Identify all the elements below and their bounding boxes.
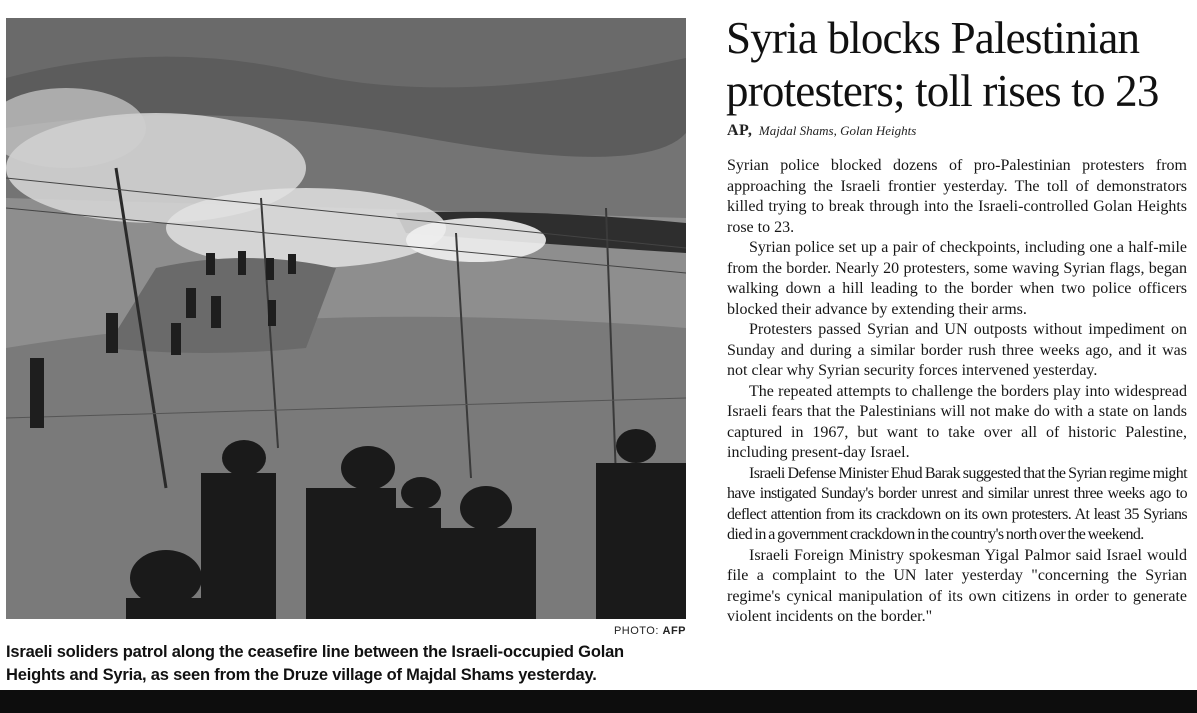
bottom-border (0, 690, 1197, 713)
article-paragraph: Protesters passed Syrian and UN outposts without impediment on Sunday and during a similar border rush three weeks ago, and it was not clear why Syrian security forces intervened yesterday. (727, 321, 1187, 379)
photo-credit-agency: AFP (662, 625, 686, 637)
byline-place: Majdal Shams, Golan Heights (758, 123, 917, 138)
article-paragraph: Israeli Foreign Ministry spokesman Yigal Palmor said Israel would file a complaint to the UN later yesterday "concerning the Syrian regime's cynical manipulation of its own citizens in order to generate violent incidents on the border." (727, 546, 1187, 625)
photo-illustration (6, 18, 686, 619)
photo-credit-label: PHOTO: (613, 625, 659, 637)
headline: Syria blocks Palestinian protesters; toll rises to 23 (726, 13, 1159, 116)
photo-caption: Israeli soliders patrol along the ceasefire line between the Israeli-occupied Golan Heights and Syria, as seen from the Druze village of Majdal Shams yesterday. (6, 643, 624, 684)
article-paragraph: Israeli Defense Minister Ehud Barak suggested that the Syrian regime might have instigated Sunday's border unrest and similar unrest three weeks ago to deflect attention from its crackdown on its own protesters. At least 35 Syrians died in a government crackdown in the country's north over the weekend. (727, 464, 1187, 543)
article-body (727, 156, 1187, 628)
byline-agency: AP, (727, 122, 753, 139)
article-paragraph: The repeated attempts to challenge the borders play into widespread Israeli fears that the Palestinians will not make do with a state on lands captured in 1967, but want to take over all of historic Palestine, including present-day Israel. (727, 382, 1187, 461)
photo-credit (500, 625, 686, 637)
article-paragraph: Syrian police set up a pair of checkpoints, including one a half-mile from the border. Nearly 20 protesters, some waving Syrian flags, began walking down a hill leading to the border when two police officers blocked their advance by extending their arms. (727, 239, 1187, 318)
news-photo (6, 18, 686, 619)
byline (727, 122, 1187, 140)
article-paragraph: Syrian police blocked dozens of pro-Palestinian protesters from approaching the Israeli frontier yesterday. The toll of demonstrators killed trying to break through into the Israeli-controlled Golan Heights rose to 23. (727, 157, 1187, 236)
